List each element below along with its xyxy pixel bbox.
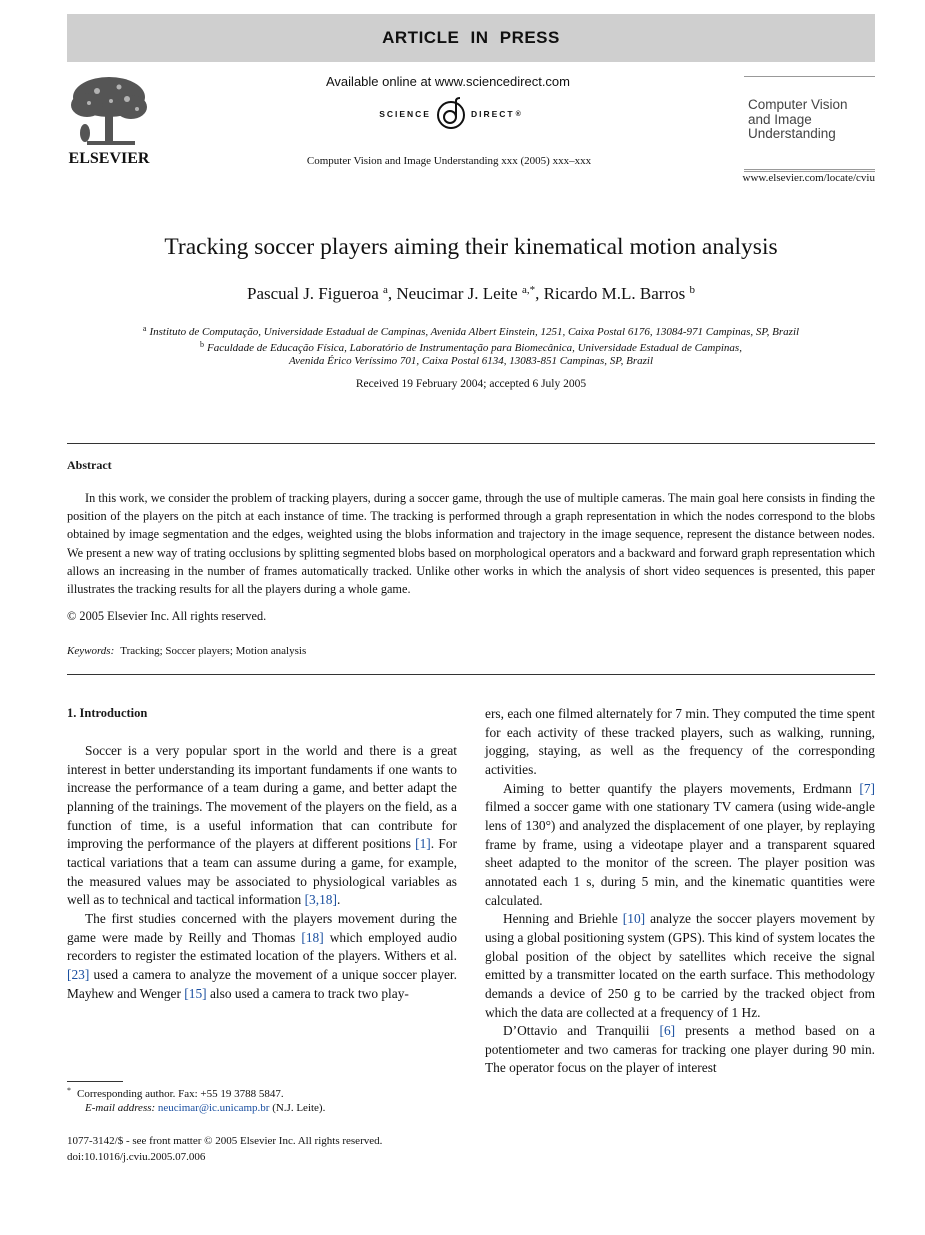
doi-line[interactable]: doi:10.1016/j.cviu.2005.07.006 [67,1151,206,1163]
footnote-corresponding-author: * Corresponding author. Fax: +55 19 3788 5847. [67,1086,284,1100]
citation-link[interactable]: [3,18] [304,892,337,908]
affiliation-b: $^b$ Faculdade de Educação Física, Laboratório de Instrumentação para Biomecânica, Universidade Estadual de Campinas, [200,340,742,354]
article-title: Tracking soccer players aiming their kinematical motion analysis [164,234,778,260]
sd-d-icon [434,97,468,131]
available-online-text: Available online at www.sciencedirect.com [326,74,570,89]
abstract-top-rule [67,443,875,444]
issn-line: 1077-3142/$ - see front matter © 2005 Elsevier Inc. All rights reserved. [67,1135,383,1147]
affiliation-a: $^a$ Instituto de Computação, Universidade Estadual de Campinas, Avenida Albert Einstein, 1251, Caixa Postal 6176, 13084-971 Campinas, SP, Brazil [142,324,800,338]
sd-left-word: SCIENCE [379,109,431,119]
citation-link[interactable]: [15] [184,985,207,1001]
author-name[interactable]: Ricardo M.L. Barros [543,284,686,303]
journal-name: Computer Vision and Image Understanding [748,97,848,141]
body-paragraph: Aiming to better quantify the players movements, Erdmann [7] filmed a soccer game with one stationary TV camera (using wide-angle lens of 130°) and analyzed the displacement of one player, by replaying frame by frame, using a videotape player and a transparent squared sheet adapted to the monitor of the screen. The player position was annotated each 1 s, during 5 min, and the kinematic quantities were calculated. [485,780,875,908]
citation-link[interactable]: [1] [415,836,431,852]
body-paragraph: The first studies concerned with the players movement during the game were made by Reilly and Thomas [18] which employed audio recorders to register the estimated location of the players. Withers et al. [23] used a camera to analyze the movement of a unique soccer player. Mayhew and Wenger [15] also used a camera to track two play- [67,910,457,1001]
body-paragraph: ers, each one filmed alternately for 7 min. They computed the time spent for each activity of these tracked players, such as walking, running, jogging, staying, as well as the frequency of the corresponding activities. [485,706,875,777]
keywords-label: Keywords: [67,645,115,657]
publisher-name: ELSEVIER [68,150,150,167]
citation-link[interactable]: [18] [301,929,324,945]
sd-registered-mark: ® [515,110,521,118]
section-heading-introduction: 1. Introduction [67,706,148,720]
right-column [485,705,875,1078]
email-label: E-mail address: [85,1102,156,1114]
keywords [67,645,306,657]
author-affiliation-marker: a [383,284,388,296]
citation-link[interactable]: [6] [659,1023,676,1039]
journal-url[interactable]: www.elsevier.com/locate/cviu [742,172,875,184]
abstract-heading: Abstract [67,458,112,472]
journal-name-box [744,76,875,172]
received-dates: Received 19 February 2004; accepted 6 July 2005 [355,378,587,390]
article-in-press-banner: ARTICLE IN PRESS [67,14,875,62]
author-name[interactable]: Pascual J. Figueroa [247,284,379,303]
affiliation-b-continued: Avenida Érico Veríssimo 701, Caixa Postal 6134, 13083-851 Campinas, SP, Brazil [288,355,653,367]
abstract-text: In this work, we consider the problem of tracking players, during a soccer game, through the use of multiple cameras. The main goal here consists in finding the position of the players on the pitch at each instance of time. The tracking is performed through a graph representation in which the nodes correspond to the blobs obtained by image segmentation and the edges, weighted using the blobs information and trajectory in the image sequence, represent the distance between nodes. We present a new way of trating occlusions by splitting segmented blobs based on morphological operators and a backward and forward graph representation which allows an increasing in the number of frames automatically tracked. Unlike other works in which the analysis of short video sequences is presented, this paper illustrates the tracking results for all the players during a whole game. [67,491,875,597]
citation-link[interactable]: [10] [622,911,646,927]
author-list: Pascual J. Figueroa $^a$, Neucimar J. Leite $^{a,*}$, Ricardo M.L. Barros $^b$ [247,284,695,303]
author-affiliation-marker: b [689,284,695,296]
body-paragraph: D’Ottavio and Tranquilii [6] presents a method based on a potentiometer and two cameras for tracking one player during 90 min. The operator focus on the player of interest [485,1023,875,1076]
author-affiliation-marker: a,* [521,284,536,296]
left-column [67,742,457,1003]
citation-link[interactable]: [23] [67,966,90,982]
journal-citation-line: Computer Vision and Image Understanding xxx (2005) xxx–xxx [306,155,592,167]
keywords-list: Tracking; Soccer players; Motion analysis [120,645,307,657]
author-name[interactable]: Neucimar J. Leite [396,284,518,303]
citation-link[interactable]: [7] [859,780,875,796]
sd-right-word: DIRECT [470,109,515,119]
body-paragraph: Henning and Briehle [10] analyze the soccer players movement by using a global positioning system (GPS). This kind of system locates the global position of the object by satellites which receive the signal emitted by a transmitter located on the earth surface. This methodology demands a device of 250 g to be carried by the tracked object from which the data are collected at a frequency of 1 Hz. [485,911,875,1020]
footnote-email [85,1102,485,1114]
email-link[interactable]: neucimar@ic.unicamp.br [157,1102,270,1114]
footnote-rule [67,1081,123,1082]
email-suffix: (N.J. Leite). [272,1102,326,1114]
abstract-bottom-rule [67,674,875,675]
sciencedirect-logo [350,97,550,131]
body-paragraph: Soccer is a very popular sport in the world and there is a great interest in better understanding its important fundaments if one wants to increase the performance of a team during a game, and better adapt the planning of the trainings. The movement of the players on the field, as a function of time, is a useful information that can contribute for improving the performance of the players at different positions [1]. For tactical variations that a team can assume during a game, for example, the measured values may be associated to physiological variables as well as to technical and tactical information [3,18]. [67,743,457,908]
abstract-copyright: © 2005 Elsevier Inc. All rights reserved. [67,609,267,623]
